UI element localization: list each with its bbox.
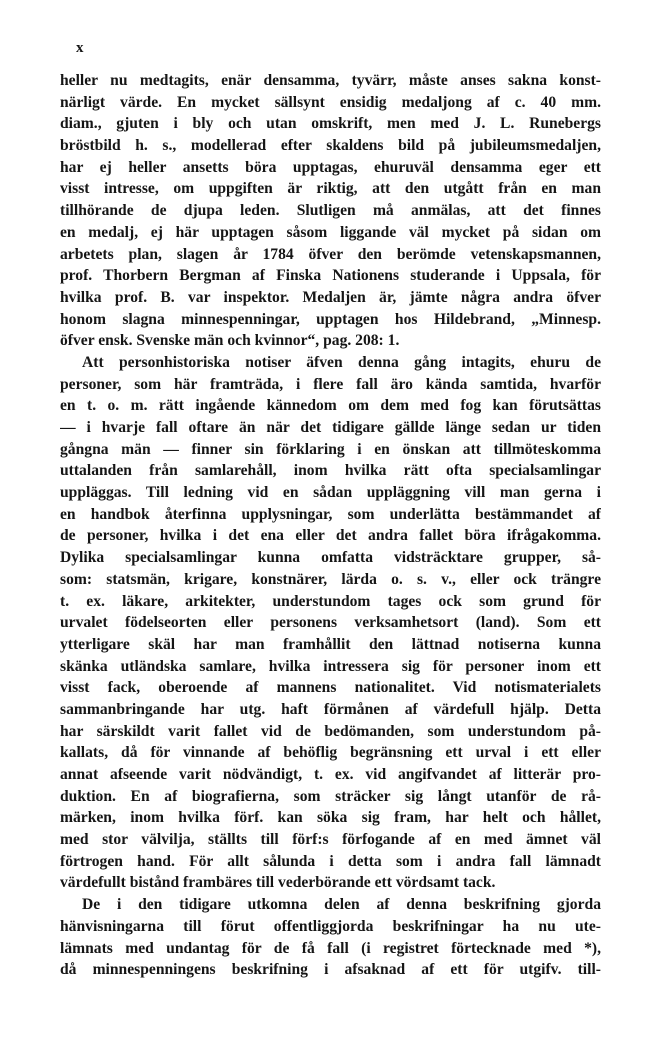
text-line: visst fack, oberoende af mannens nationalitet. Vid notismaterialets <box>60 679 601 697</box>
text-line: — i hvarje fall oftare än när det tidigare gällde länge sedan ur tiden <box>60 419 601 436</box>
text-line: en handbok återfinna upplysningar, som underlätta bestämmandet af <box>60 505 601 523</box>
text-line: sammanbringande har utg. haft förmånen af värdefull hjälp. Detta <box>60 700 601 718</box>
text-line: bröstbild h. s., modellerad efter skaldens bild på jubileumsmedaljen, <box>60 137 601 155</box>
text-line: arbetets plan, slagen år 1784 öfver den berömde vetenskapsmannen, <box>60 245 601 263</box>
body-text <box>60 70 601 981</box>
text-line: kallats, då för vinnande af behöflig begränsning ett urval i ett eller <box>60 744 601 762</box>
text-line: annat afseende varit nödvändigt, t. ex. vid angifvandet af litterär pro- <box>60 766 601 783</box>
text-line: en t. o. m. rätt ingående kännedom om dem med fog kan förutsättas <box>60 397 601 415</box>
text-line: De i den tidigare utkomna delen af denna beskrifning gjorda <box>82 896 601 914</box>
text-line: som: statsmän, krigare, konstnärer, lärda o. s. v., eller ock trängre <box>60 570 601 588</box>
text-line: märken, inom hvilka förf. kan söka sig fram, har helt och hållet, <box>60 809 601 827</box>
text-line: då minnespenningens beskrifning i afsaknad af ett för utgifv. till- <box>60 961 601 979</box>
page-number: x <box>76 40 84 56</box>
text-line: gångna män — finner sin förklaring i en önskan att tillmöteskomma <box>60 440 601 458</box>
text-line: skänka utländska samlare, hvilka intressera sig för personer inom ett <box>60 657 601 675</box>
text-line: ytterligare skäl har man framhållit den lättnad notiserna kunna <box>60 635 601 653</box>
text-line: prof. Thorbern Bergman af Finska Nationens studerande i Uppsala, för <box>60 267 601 285</box>
text-line: en medalj, ej här upptagen såsom liggande väl mycket på sidan om <box>60 223 601 241</box>
text-line: diam., gjuten i bly och utan omskrift, men med J. L. Runebergs <box>60 115 601 133</box>
text-line: heller nu medtagits, enär densamma, tyvärr, måste anses sakna konst- <box>60 72 601 89</box>
text-line: duktion. En af biografierna, som sträcker sig långt utanför de rå- <box>60 787 601 805</box>
text-line: visst intresse, om uppgiften är riktig, att den utgått från en man <box>60 180 601 198</box>
text-line: värdefullt bistånd frambäres till vederbörande ett vördsamt tack. <box>60 874 496 892</box>
text-line: har särskildt varit fallet vid de bedömanden, som understundom på- <box>60 722 601 740</box>
text-line: personer, som här framträda, i flere fall äro kända samtida, hvarför <box>60 375 601 393</box>
text-line: urvalet födelseorten eller personens verksamhetsort (land). Som ett <box>60 614 601 632</box>
text-line: närligt värde. En mycket sällsynt ensidig medaljong af c. 40 mm. <box>60 93 601 111</box>
text-line: uttalanden från samlarehåll, inom hvilka rätt ofta specialsamlingar <box>60 462 601 480</box>
text-line: honom slagna minnespenningar, upptagen hos Hildebrand, „Minnesp. <box>60 310 601 328</box>
text-line: hänvisningarna till förut offentliggjorda beskrifningar ha nu ute- <box>60 917 601 935</box>
text-line: Att personhistoriska notiser äfven denna gång intagits, ehuru de <box>82 353 601 371</box>
text-line: de personer, hvilka i det ena eller det andra fallet böra ifrågakomma. <box>60 527 601 545</box>
text-line: t. ex. läkare, arkitekter, understundom tages ock som grund för <box>60 592 601 610</box>
text-line: med stor välvilja, ställts till förf:s förfogande af en med ämnet väl <box>60 831 601 849</box>
text-line: förtrogen hand. För allt sålunda i detta som i andra fall lämnadt <box>60 852 601 870</box>
text-line: uppläggas. Till ledning vid en sådan uppläggning vill man gerna i <box>60 484 601 502</box>
text-line: har ej heller ansetts böra upptagas, ehuruväl densamma eger ett <box>60 158 601 176</box>
text-line: hvilka prof. B. var inspektor. Medaljen är, jämte några andra öfver <box>60 288 601 306</box>
text-line: lämnats med undantag för de få fall (i registret förtecknade med *), <box>60 939 601 957</box>
text-line: öfver ensk. Svenske män och kvinnor“, pag. 208: 1. <box>60 332 400 350</box>
text-line: tillhörande de djupa leden. Slutligen må anmälas, att det finnes <box>60 202 601 220</box>
text-line: Dylika specialsamlingar kunna omfatta vidsträcktare grupper, så- <box>60 549 601 567</box>
